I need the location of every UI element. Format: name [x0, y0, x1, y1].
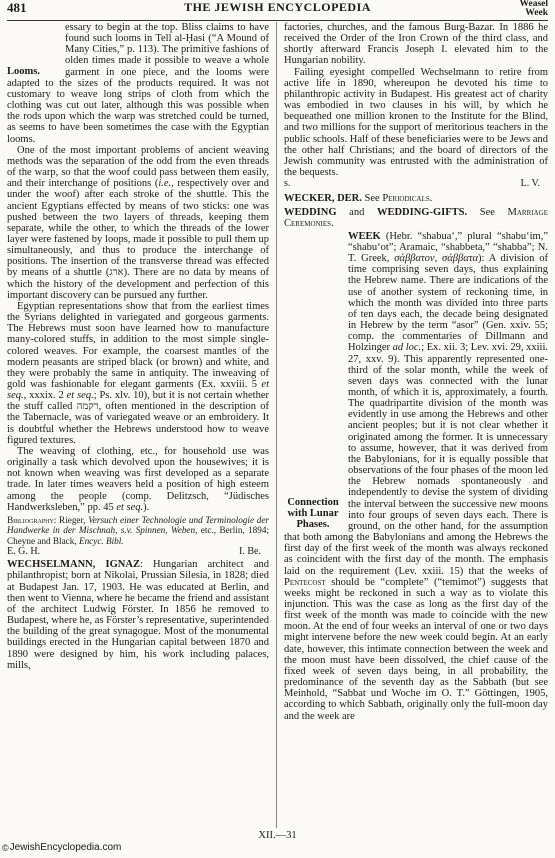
guide-word-first: Weasel — [519, 0, 548, 9]
headword-wecker: WECKER, DER. — [284, 193, 362, 205]
cross-reference-marriage-ceremonies[interactable]: Marriage Ceremonies — [284, 206, 548, 229]
signature-mark: XII.—31 — [258, 830, 297, 841]
paragraph-looms: Looms. essary to begin at the top. Bliss claims to have found such looms in Tell al-Ḥasi (“A Mound of Many Cities,” p. 113). The primitive fashions of olden times made it possible to weave a whole garment in one piece, and the looms were adapted to the sizes of the products required. It was not customary to weave long strips of cloth from which the clothing was cut out later, although this was possible when the rods upon which the warp was stretched could be turned, as seems to have been sometimes the case with the Egyptian looms. — [7, 22, 269, 145]
headword-week: WEEK — [348, 230, 381, 242]
paragraph-household-weaving: The weaving of clothing, etc., for household use was originally a task which devolved upon the housewives; it is not known when weaving was first developed as a separate trade. In later times weavers held a position of high esteem among the people (comp. Delitzsch, “Jüdisches Handwerksleben,” pp. 45 et seq.). — [7, 445, 269, 513]
copyright-icon: © — [2, 842, 9, 853]
headword-wechselmann: WECHSELMANN, IGNAZ — [7, 559, 140, 571]
cross-reference-pentecost[interactable]: Pentecost — [284, 576, 326, 588]
entry-wechselmann: WECHSELMANN, IGNAZ: Hungarian architect and philanthropist; born at Nikolai, Prussian Silesia, in 1828; died at Budapest Jan. 17, 1903. He was educated at Berlin, and then went to Vienna, where he became the friend and assistant of the architect Ludwig Förster. In 1856 he removed to Budapest, where he, as Förster’s representative, superintended the building of the great synagogue. Most of the monumental buildings erected in the Hungarian capital between 1870 and 1890 were designed by him, his work including palaces, mills, — [7, 559, 269, 671]
bibliography-label: Bibliography — [7, 514, 54, 525]
right-column — [284, 22, 548, 722]
entry-week: Connection with Lunar Phases. WEEK (Hebr. “shabua‘,” plural “shabu‘im,” “shabu‘ot”; Aramaic, “shabbeta,” “shabba”; N. T. Greek, σάββατον, σάββατα): A division of time comprising seven days, thus explaining the Hebrew name. There are indications of the use of another system of reckoning time, in which the month was divided into three parts of ten days each, the decade being designated in Hebrew by the term “asor” (Gen. xxiv. 55; comp. the commentaries of Dillmann and Holzinger ad loc.; Ex. xii. 3; Lev. xvi. 29, xxiii. 27, xxv. 9). This apparently represented one-third of the solar month, while the week of seven days was connected with the lunar month, of which it is, approximately, a fourth. The quadripartite division of the month was evidently in use among the Hebrews and other ancient peoples; but it is not clear whether it originated among the former. It is unnecessary to assume, however, that it was derived from the Babylonians, for it is equally possible that observations of the four phases of the moon led the Hebrew nomads spontaneously and independently to devise the system of dividing the interval between the successive new moons into four groups of seven days each. There is ground, on the other hand, for the assumption that both among the Babylonians and among the Hebrews the first day of the first week of the month was always reckoned as coincident with the first day of the month. The emphasis laid on the requirement (Lev. xxiii. 15) that the weeks of Pentecost should be “complete” (“temimot”) suggests that weeks might be reckoned in such a way as to violate this injunction. This was the case as long as the first day of the first week of the month was made to coincide with the new moon. At the end of four weeks an interval of one or two days might intervene before the new week could begin. At an early date, however, this intimate connection between the week and the moon must have been dissolved, the chief cause of the fixed week of seven days being, in all probability, the predominance of the seventh day as the Sabbath (but see Meinhold, “Sabbat und Woche im O. T.” Göttingen, 1905, according to which Sabbath, originally only the full-moon day and the week are — [284, 230, 548, 722]
page-number: 481 — [7, 0, 27, 15]
paragraph-weaving-methods: One of the most important problems of ancient weaving methods was the separation of the odd from the even threads of the warp, so that the woof could pass between them easily, and their interchange of positions (i.e., respectively over and under the woof) after each stroke of the shuttle. This the ancient Egyptians effected by means of two sticks: one was pushed between the two layers of threads, keeping them separate, while the other, to which the threads of the lower layer were fastened by loops, made it possible to pull them up simultaneously, and thus to produce the interchange of positions. The insertion of the transverse thread was effected by means of a shuttle (ארג). There are no data by means of which the history of the development and perfection of this important discovery can be pursued any further. — [7, 144, 269, 301]
guide-word-last: Week — [525, 8, 548, 18]
entry-wedding: WEDDING and WEDDING-GIFTS. See Marriage Ceremonies. — [284, 206, 548, 229]
journal-title: THE JEWISH ENCYCLOPEDIA — [184, 0, 371, 14]
greek-term: σάββατον, σάββατα — [394, 253, 478, 265]
paragraph-wechselmann-philanthropy: Failing eyesight compelled Wechselmann to retire from active life in 1890, whereupon he devoted his time to philanthropic activity in Budapest. His greatest act of charity was embodied in two clauses in his will, by which he bequeathed one million kronen to the Institute for the Blind, and two millions for the support of meritorious teachers in the public schools. Half of these beneficiaries were to be Jews and the other half Christians; and the board of directors of the Jewish community was entrusted with the administration of the bequests. — [284, 66, 548, 179]
headword-wedding: WEDDING — [284, 206, 337, 218]
article-signature-right: s. L. V. — [284, 178, 540, 190]
paragraph-wechselmann-continued: factories, churches, and the famous Burg-Bazar. In 1886 he received the Order of the Iron Crown of the third class, and shortly afterward Francis Joseph I. elevated him to the Hungarian nobility. — [284, 22, 548, 67]
header-rule — [7, 20, 548, 21]
running-head — [7, 0, 548, 20]
cross-reference-periodicals[interactable]: Periodicals — [382, 193, 430, 205]
side-heading-looms: Looms. — [7, 66, 40, 77]
hebrew-term-rikmah: רקמה — [76, 401, 99, 413]
guide-words — [520, 0, 549, 18]
entry-wecker: WECKER, DER. See Periodicals. — [284, 193, 433, 205]
left-column — [7, 22, 269, 671]
column-divider — [276, 22, 277, 828]
headword-wedding-gifts: WEDDING-GIFTS. — [376, 206, 468, 218]
hebrew-term-shuttle: ארג — [109, 267, 124, 279]
site-credit[interactable]: © JewishEncyclopedia.com — [2, 842, 122, 853]
bibliography: Bibliography: Rieger, Versuch einer Technologie und Terminologie der Handwerke in der Mischnah, s.v. Spinnen, Weben, etc., Berlin, 1894; Cheyne and Black, Encyc. Bibl. — [7, 514, 270, 546]
article-signature: E. G. H. I. Be. — [7, 546, 261, 558]
side-heading-lunar-phases: Connection with Lunar Phases. — [287, 496, 339, 530]
paragraph-egyptian-representations: Egyptian representations show that from the earliest times the Syrians delighted in variegated and gorgeous garments. The Hebrews must soon have learned how to manufacture many-colored stuffs, in addition to the most simple single-colored weaves. For example, the coarsest mantles of the modern peasants are striped black (or brown) and white, and they were probably the same in antiquity. The inweaving of gold was fashionable for elegant garments (Ex. xxviii. 5 et seq., xxxix. 2 et seq.; Ps. xlv. 10), but it is not certain whether the stuff called רקמה, often mentioned in the description of the Tabernacle, was of variegated weave or an embroidery. It is doubtful whether the Hebrews understood how to weave figured textures. — [7, 300, 270, 446]
